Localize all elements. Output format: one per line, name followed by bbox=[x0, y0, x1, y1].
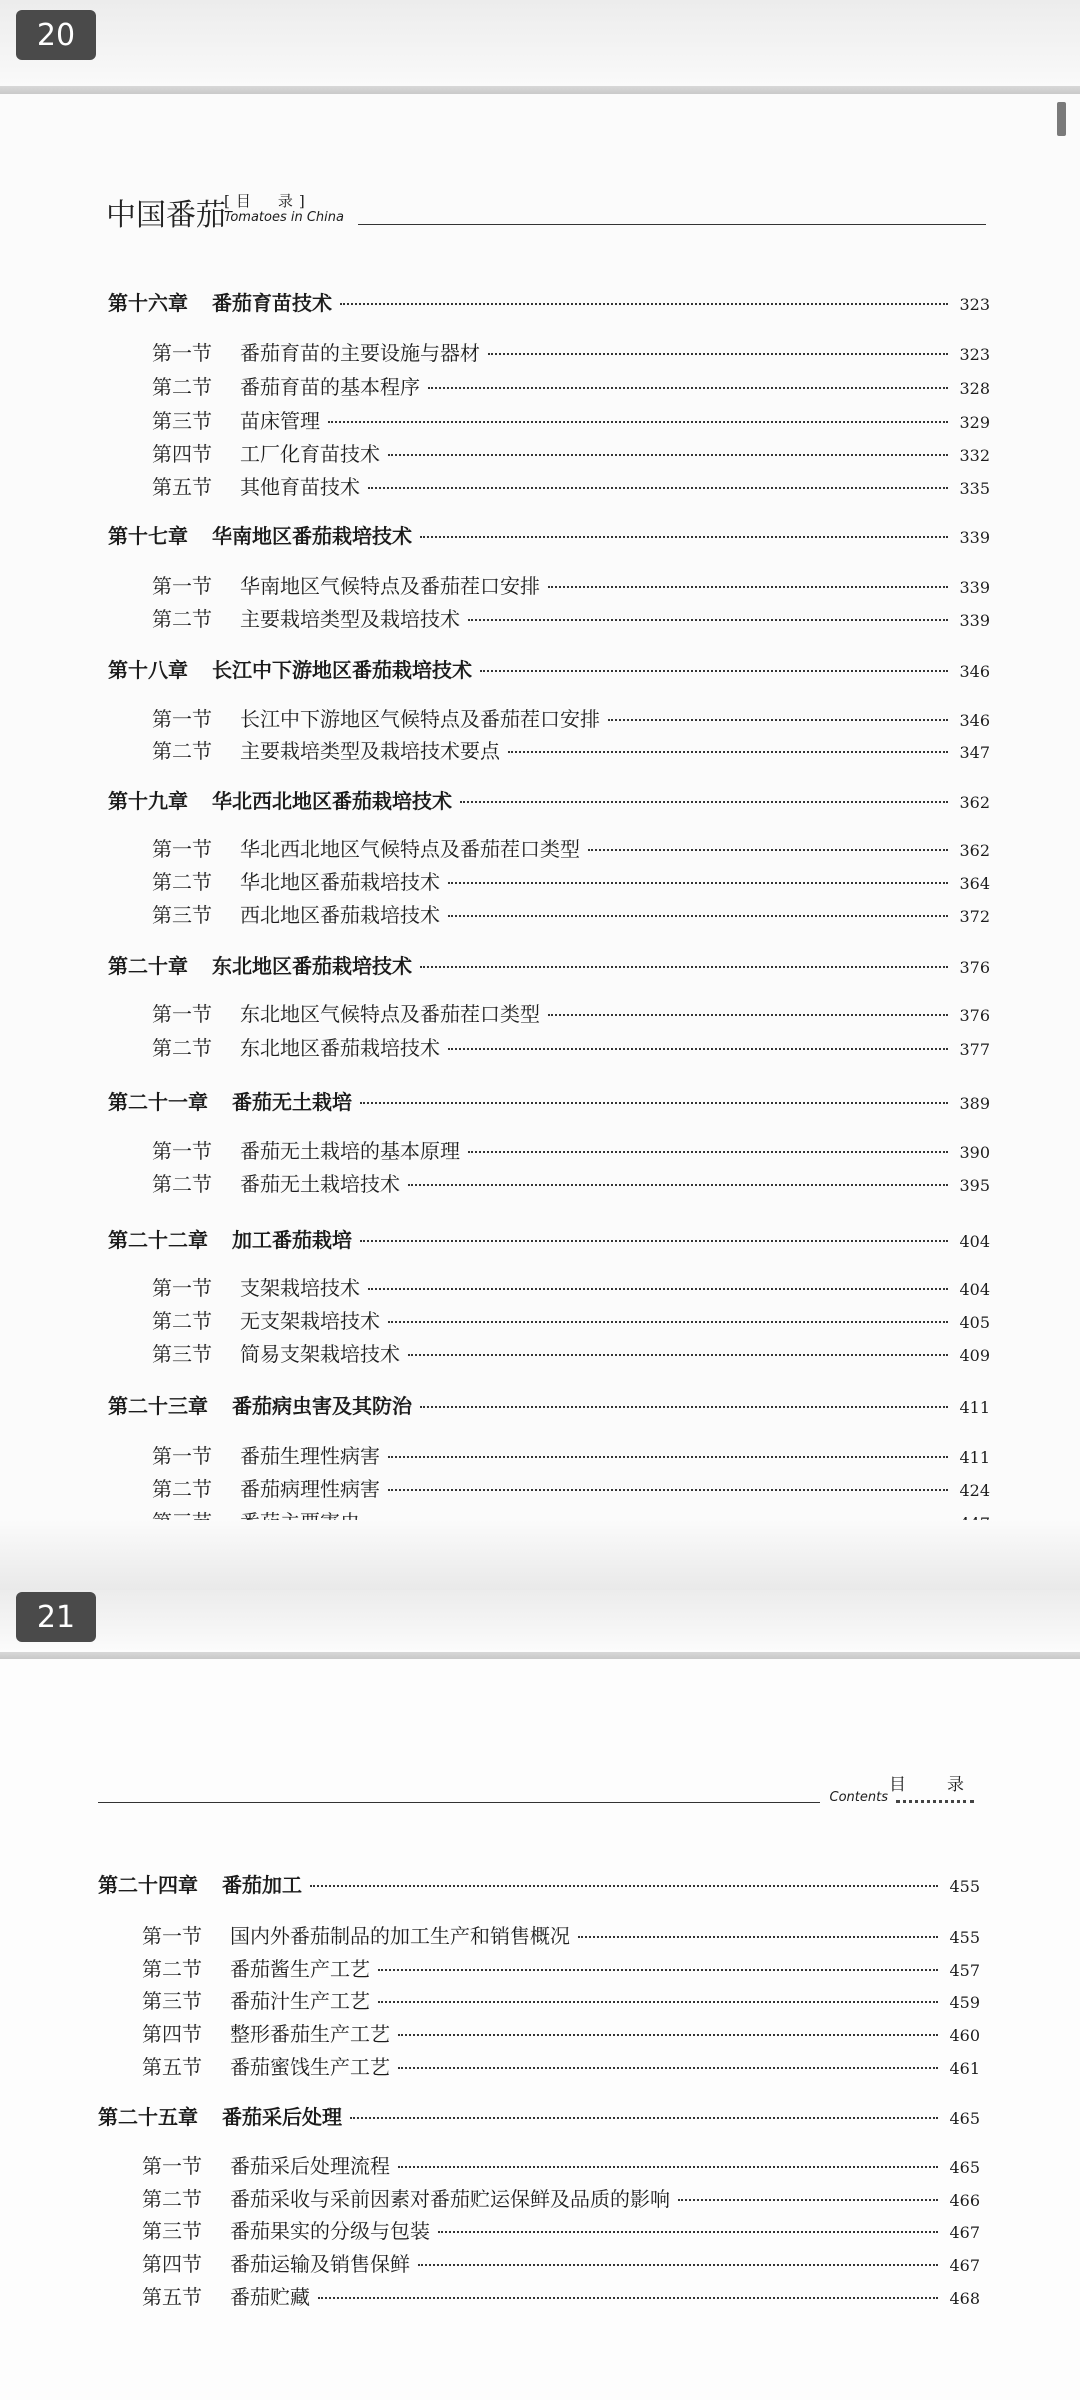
dot-leader bbox=[548, 586, 948, 588]
toc-entry-title: 长江中下游地区番茄栽培技术 bbox=[212, 658, 472, 682]
toc-chapter-entry[interactable] bbox=[108, 950, 990, 979]
scrollbar-thumb[interactable] bbox=[1057, 102, 1066, 136]
toc-entry-label: 第二节 bbox=[152, 739, 212, 763]
section-label: 目 录 bbox=[889, 1775, 976, 1795]
toc-entry-page: 346 bbox=[959, 711, 990, 730]
toc-entry-page: 390 bbox=[959, 1143, 990, 1162]
toc-entry-title: 番茄无土栽培技术 bbox=[240, 1172, 400, 1196]
toc-entry-label: 第二节 bbox=[152, 375, 212, 399]
toc-entry-title: 其他育苗技术 bbox=[240, 475, 360, 499]
toc-entry-page: 362 bbox=[959, 793, 990, 812]
toc-entry-title: 苗床管理 bbox=[240, 409, 320, 433]
toc-section-entry[interactable] bbox=[152, 833, 990, 862]
dot-leader bbox=[360, 1240, 948, 1242]
toc-section-entry[interactable] bbox=[142, 2215, 980, 2244]
dot-leader bbox=[328, 421, 948, 423]
toc-entry-page: 424 bbox=[959, 1481, 990, 1500]
toc-entry-label: 第二十二章 bbox=[108, 1228, 208, 1252]
dot-leader bbox=[420, 536, 948, 538]
toc-entry-title: 番茄运输及销售保鲜 bbox=[230, 2252, 410, 2276]
toc-entry-label: 第二十章 bbox=[108, 954, 188, 978]
dot-leader bbox=[448, 915, 948, 917]
toc-entry-label: 第十六章 bbox=[108, 291, 188, 315]
dot-leader bbox=[388, 1489, 948, 1491]
toc-entry-page: 335 bbox=[959, 479, 990, 498]
toc-section-entry[interactable] bbox=[142, 2248, 980, 2277]
toc-chapter-entry[interactable] bbox=[108, 1224, 990, 1253]
toc-entry-page: 405 bbox=[959, 1313, 990, 1332]
toc-chapter-entry[interactable] bbox=[98, 2101, 980, 2130]
toc-entry-label: 第二节 bbox=[152, 607, 212, 631]
toc-chapter-entry[interactable] bbox=[108, 1086, 990, 1115]
toc-section-entry[interactable] bbox=[142, 2281, 980, 2310]
toc-entry-page: 459 bbox=[949, 1993, 980, 2012]
toc-entry-label: 第一节 bbox=[152, 1276, 212, 1300]
toc-entry-title: 番茄育苗技术 bbox=[212, 291, 332, 315]
toc-entry-title: 长江中下游地区气候特点及番茄茬口安排 bbox=[240, 707, 600, 731]
toc-section-entry[interactable] bbox=[152, 1135, 990, 1164]
toc-entry-page: 409 bbox=[959, 1346, 990, 1365]
toc-entry-label: 第五节 bbox=[142, 2055, 202, 2079]
dot-leader bbox=[420, 1406, 948, 1408]
toc-entry-label: 第一节 bbox=[152, 1139, 212, 1163]
toc-entry-title: 番茄育苗的基本程序 bbox=[240, 375, 420, 399]
toc-section-entry[interactable] bbox=[152, 603, 990, 632]
toc-section-entry[interactable] bbox=[152, 998, 990, 1027]
toc-entry-page: 404 bbox=[959, 1280, 990, 1299]
toc-entry-title: 番茄病虫害及其防治 bbox=[232, 1394, 412, 1418]
toc-entry-label: 第十九章 bbox=[108, 789, 188, 813]
toc-section-entry[interactable] bbox=[142, 2183, 980, 2212]
toc-section-entry[interactable] bbox=[152, 1473, 990, 1502]
toc-entry-page: 339 bbox=[959, 578, 990, 597]
toc-entry-title: 西北地区番茄栽培技术 bbox=[240, 903, 440, 927]
toc-entry-title: 番茄果实的分级与包装 bbox=[230, 2219, 430, 2243]
toc-entry-title: 番茄无土栽培 bbox=[232, 1090, 352, 1114]
dot-leader bbox=[318, 2297, 938, 2299]
dot-leader bbox=[448, 882, 948, 884]
toc-section-entry[interactable] bbox=[152, 570, 990, 599]
toc-entry-label: 第二十三章 bbox=[108, 1394, 208, 1418]
toc-entry-title: 加工番茄栽培 bbox=[232, 1228, 352, 1252]
toc-entry-page: 362 bbox=[959, 841, 990, 860]
toc-section-entry[interactable] bbox=[152, 899, 990, 928]
toc-entry-label: 第二节 bbox=[152, 1172, 212, 1196]
dot-leader bbox=[368, 1288, 948, 1290]
dot-leader bbox=[408, 1184, 948, 1186]
toc-entry-title: 东北地区番茄栽培技术 bbox=[212, 954, 412, 978]
toc-entry-label: 第三节 bbox=[152, 903, 212, 927]
toc-section-entry[interactable] bbox=[152, 866, 990, 895]
toc-section-entry[interactable] bbox=[152, 735, 990, 764]
toc-entry-title: 华北地区番茄栽培技术 bbox=[240, 870, 440, 894]
toc-entry-page: 323 bbox=[959, 345, 990, 364]
toc-entry-page: 411 bbox=[959, 1448, 990, 1467]
dot-leader bbox=[340, 303, 948, 305]
page-divider bbox=[0, 1652, 1080, 1659]
toc-entry-label: 第一节 bbox=[142, 1924, 202, 1948]
dot-leader bbox=[398, 2166, 938, 2168]
toc-section-entry[interactable] bbox=[142, 1953, 980, 1982]
toc-entry-label: 第二节 bbox=[152, 870, 212, 894]
toc-entry-label: 第二十五章 bbox=[98, 2105, 198, 2129]
toc-entry-page: 460 bbox=[949, 2026, 980, 2045]
page-divider bbox=[0, 86, 1080, 94]
toc-section-entry[interactable] bbox=[152, 337, 990, 366]
dot-leader bbox=[480, 670, 948, 672]
toc-entry-label: 第四节 bbox=[142, 2252, 202, 2276]
toc-entry-page: 389 bbox=[959, 1094, 990, 1113]
dot-leader bbox=[548, 1014, 948, 1016]
toc-section-entry[interactable] bbox=[152, 703, 990, 732]
toc-section-entry[interactable] bbox=[142, 1985, 980, 2014]
toc-entry-title: 支架栽培技术 bbox=[240, 1276, 360, 1300]
dot-leader bbox=[608, 719, 948, 721]
toc-entry-page: 455 bbox=[949, 1877, 980, 1896]
dot-leader bbox=[678, 2199, 938, 2201]
toc-entry-label: 第五节 bbox=[152, 475, 212, 499]
toc-entry-label: 第五节 bbox=[142, 2285, 202, 2309]
dot-leader bbox=[468, 1151, 948, 1153]
toc-entry-page: 364 bbox=[959, 874, 990, 893]
toc-entry-title: 番茄加工 bbox=[222, 1873, 302, 1897]
toc-entry-title: 东北地区气候特点及番茄茬口类型 bbox=[240, 1002, 540, 1026]
section-label: [目 录] bbox=[224, 192, 311, 210]
toc-chapter-entry[interactable] bbox=[108, 654, 990, 683]
toc-section-entry[interactable] bbox=[152, 438, 990, 467]
toc-section-entry[interactable] bbox=[152, 405, 990, 434]
toc-section-entry[interactable] bbox=[142, 2018, 980, 2047]
toc-entry-label: 第二节 bbox=[142, 2187, 202, 2211]
toc-entry-label: 第一节 bbox=[152, 1444, 212, 1468]
page-bottom-shadow bbox=[0, 1520, 1080, 1590]
toc-entry-title: 华南地区番茄栽培技术 bbox=[212, 524, 412, 548]
toc-entry-label: 第三节 bbox=[142, 1989, 202, 2013]
toc-entry-page: 328 bbox=[959, 379, 990, 398]
toc-section-entry[interactable] bbox=[142, 2150, 980, 2179]
toc-chapter-entry[interactable] bbox=[108, 287, 990, 316]
toc-entry-title: 番茄无土栽培的基本原理 bbox=[240, 1139, 460, 1163]
english-title: Contents bbox=[829, 1790, 888, 1805]
toc-entry-label: 第二节 bbox=[152, 1477, 212, 1501]
toc-entry-title: 国内外番茄制品的加工生产和销售概况 bbox=[230, 1924, 570, 1948]
toc-entry-title: 华北西北地区番茄栽培技术 bbox=[212, 789, 452, 813]
toc-entry-label: 第三节 bbox=[142, 2219, 202, 2243]
toc-entry-label: 第一节 bbox=[152, 837, 212, 861]
toc-entry-page: 395 bbox=[959, 1176, 990, 1195]
toc-chapter-entry[interactable] bbox=[98, 1869, 980, 1898]
page-number-badge: 21 bbox=[16, 1592, 96, 1642]
toc-entry-label: 第四节 bbox=[152, 442, 212, 466]
toc-entry-label: 第一节 bbox=[152, 574, 212, 598]
toc-entry-page: 457 bbox=[949, 1961, 980, 1980]
toc-section-entry[interactable] bbox=[152, 1305, 990, 1334]
dot-leader bbox=[438, 2231, 938, 2233]
toc-entry-label: 第二节 bbox=[142, 1957, 202, 1981]
toc-entry-label: 第二十四章 bbox=[98, 1873, 198, 1897]
toc-entry-title: 番茄汁生产工艺 bbox=[230, 1989, 370, 2013]
toc-entry-title: 番茄蜜饯生产工艺 bbox=[230, 2055, 390, 2079]
toc-entry-label: 第一节 bbox=[152, 1002, 212, 1026]
header-rule bbox=[358, 224, 986, 225]
toc-entry-page: 376 bbox=[959, 958, 990, 977]
running-header-page-2 bbox=[98, 1770, 978, 1810]
dot-leader bbox=[508, 751, 948, 753]
toc-chapter-entry[interactable] bbox=[108, 520, 990, 549]
toc-section-entry[interactable] bbox=[152, 1440, 990, 1469]
toc-entry-title: 番茄贮藏 bbox=[230, 2285, 310, 2309]
toc-entry-page: 377 bbox=[959, 1040, 990, 1059]
toc-entry-page: 467 bbox=[949, 2256, 980, 2275]
dot-leader bbox=[368, 487, 948, 489]
toc-entry-title: 番茄育苗的主要设施与器材 bbox=[240, 341, 480, 365]
toc-entry-label: 第一节 bbox=[142, 2154, 202, 2178]
dot-leader bbox=[388, 1456, 948, 1458]
toc-entry-page: 339 bbox=[959, 611, 990, 630]
dot-leader bbox=[578, 1936, 938, 1938]
dot-leader bbox=[310, 1885, 938, 1887]
toc-entry-title: 工厂化育苗技术 bbox=[240, 442, 380, 466]
dot-leader bbox=[398, 2067, 938, 2069]
toc-entry-page: 467 bbox=[949, 2223, 980, 2242]
toc-entry-label: 第一节 bbox=[152, 341, 212, 365]
page-number-badge: 20 bbox=[16, 10, 96, 60]
dot-leader bbox=[420, 966, 948, 968]
toc-entry-title: 番茄病理性病害 bbox=[240, 1477, 380, 1501]
toc-entry-page: 465 bbox=[949, 2109, 980, 2128]
toc-entry-label: 第二节 bbox=[152, 1036, 212, 1060]
toc-entry-page: 347 bbox=[959, 743, 990, 762]
toc-section-entry[interactable] bbox=[142, 1920, 980, 1949]
toc-entry-title: 整形番茄生产工艺 bbox=[230, 2022, 390, 2046]
dot-leader bbox=[588, 849, 948, 851]
dot-leader bbox=[388, 454, 948, 456]
toc-entry-title: 简易支架栽培技术 bbox=[240, 1342, 400, 1366]
toc-entry-page: 468 bbox=[949, 2289, 980, 2308]
page-top-shadow bbox=[0, 1590, 1080, 1650]
toc-entry-label: 第十七章 bbox=[108, 524, 188, 548]
toc-entry-title: 番茄生理性病害 bbox=[240, 1444, 380, 1468]
header-rule bbox=[98, 1802, 820, 1803]
toc-entry-page: 372 bbox=[959, 907, 990, 926]
toc-entry-page: 346 bbox=[959, 662, 990, 681]
book-title: 中国番茄 bbox=[106, 198, 226, 233]
toc-section-entry[interactable] bbox=[152, 1032, 990, 1061]
page-top-shadow bbox=[0, 0, 1080, 92]
toc-section-entry[interactable] bbox=[152, 1272, 990, 1301]
toc-entry-page: 465 bbox=[949, 2158, 980, 2177]
toc-entry-label: 第十八章 bbox=[108, 658, 188, 682]
toc-entry-label: 第三节 bbox=[152, 409, 212, 433]
toc-entry-title: 无支架栽培技术 bbox=[240, 1309, 380, 1333]
toc-entry-label: 第一节 bbox=[152, 707, 212, 731]
toc-chapter-entry[interactable] bbox=[108, 785, 990, 814]
toc-entry-page: 339 bbox=[959, 528, 990, 547]
dot-leader bbox=[350, 2117, 938, 2119]
toc-entry-title: 番茄采后处理 bbox=[222, 2105, 342, 2129]
toc-section-entry[interactable] bbox=[142, 2051, 980, 2080]
dot-leader bbox=[388, 1321, 948, 1323]
dot-leader bbox=[488, 353, 948, 355]
toc-entry-page: 329 bbox=[959, 413, 990, 432]
toc-section-entry[interactable] bbox=[152, 471, 990, 500]
header-dots bbox=[896, 1800, 974, 1803]
toc-chapter-entry[interactable] bbox=[108, 1390, 990, 1419]
dot-leader bbox=[378, 1969, 938, 1971]
toc-entry-page: 411 bbox=[959, 1398, 990, 1417]
dot-leader bbox=[428, 387, 948, 389]
dot-leader bbox=[448, 1048, 948, 1050]
toc-section-entry[interactable] bbox=[152, 1168, 990, 1197]
toc-entry-title: 主要栽培类型及栽培技术要点 bbox=[240, 739, 500, 763]
dot-leader bbox=[460, 801, 948, 803]
dot-leader bbox=[408, 1354, 948, 1356]
dot-leader bbox=[468, 619, 948, 621]
toc-entry-title: 华北西北地区气候特点及番茄茬口类型 bbox=[240, 837, 580, 861]
toc-entry-page: 466 bbox=[949, 2191, 980, 2210]
english-title: Tomatoes in China bbox=[224, 210, 344, 225]
toc-entry-page: 376 bbox=[959, 1006, 990, 1025]
toc-entry-label: 第二十一章 bbox=[108, 1090, 208, 1114]
dot-leader bbox=[398, 2034, 938, 2036]
toc-entry-title: 东北地区番茄栽培技术 bbox=[240, 1036, 440, 1060]
toc-entry-label: 第四节 bbox=[142, 2022, 202, 2046]
toc-entry-title: 华南地区气候特点及番茄茬口安排 bbox=[240, 574, 540, 598]
toc-entry-label: 第三节 bbox=[152, 1342, 212, 1366]
toc-entry-page: 323 bbox=[959, 295, 990, 314]
toc-entry-page: 455 bbox=[949, 1928, 980, 1947]
dot-leader bbox=[378, 2001, 938, 2003]
toc-section-entry[interactable] bbox=[152, 1338, 990, 1367]
toc-entry-title: 番茄酱生产工艺 bbox=[230, 1957, 370, 1981]
toc-entry-title: 番茄采后处理流程 bbox=[230, 2154, 390, 2178]
toc-entry-page: 332 bbox=[959, 446, 990, 465]
dot-leader bbox=[418, 2264, 938, 2266]
toc-entry-page: 404 bbox=[959, 1232, 990, 1251]
running-header bbox=[106, 190, 986, 233]
toc-entry-title: 主要栽培类型及栽培技术 bbox=[240, 607, 460, 631]
toc-entry-label: 第二节 bbox=[152, 1309, 212, 1333]
toc-entry-page: 461 bbox=[949, 2059, 980, 2078]
toc-section-entry[interactable] bbox=[152, 371, 990, 400]
toc-entry-title: 番茄采收与采前因素对番茄贮运保鲜及品质的影响 bbox=[230, 2187, 670, 2211]
dot-leader bbox=[360, 1102, 948, 1104]
